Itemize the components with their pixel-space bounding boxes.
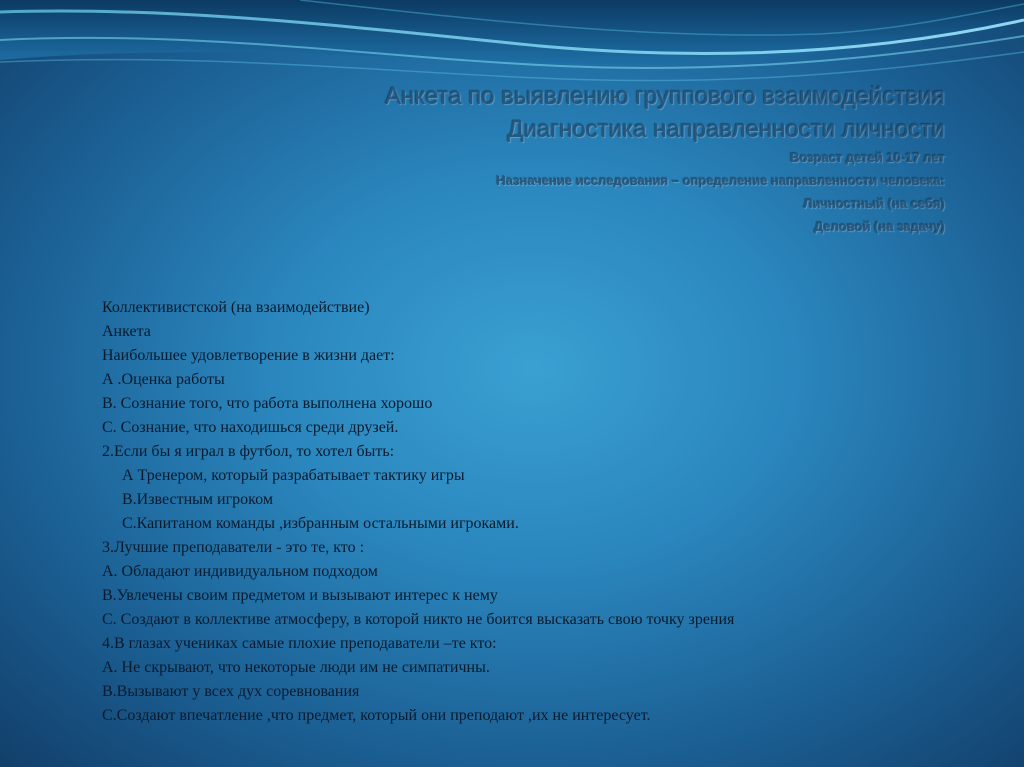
body-line: 4.В глазах учениках самые плохие преподаватели –те кто: xyxy=(102,635,497,652)
slide-title xyxy=(160,80,945,238)
title-line-5: Личностный (на себя) xyxy=(803,196,945,211)
body-line: Анкета xyxy=(102,323,151,340)
body-line: А Тренером, который разрабатывает тактику игры xyxy=(122,467,465,484)
body-line: В.Вызывают у всех дух соревнования xyxy=(102,683,360,700)
title-line-3: Возраст детей 10-17 лет xyxy=(790,150,945,165)
body-line: 2.Если бы я играл в футбол, то хотел быть: xyxy=(102,443,395,460)
body-line: С. Создают в коллективе атмосферу, в которой никто не боится высказать свою точку зрения xyxy=(102,611,735,628)
body-line: А. Не скрывают, что некоторые люди им не симпатичны. xyxy=(102,659,490,676)
body-line: Наибольшее удовлетворение в жизни дает: xyxy=(102,347,395,364)
body-line: Коллективистской (на взаимодействие) xyxy=(102,299,370,316)
title-line-1: Анкета по выявлению группового взаимодействия xyxy=(385,83,945,110)
body-line: С.Капитаном команды ,избранным остальными игроками. xyxy=(122,515,519,532)
body-line: С. Сознание, что находишься среди друзей. xyxy=(102,419,399,436)
body-line: А. Обладают индивидуальном подходом xyxy=(102,563,378,580)
title-line-2: Диагностика направленности личности xyxy=(507,116,945,143)
body-line: 3.Лучшие преподаватели - это те, кто : xyxy=(102,539,365,556)
body-line: А .Оценка работы xyxy=(102,371,225,388)
title-line-4: Назначение исследования – определение направленности человека: xyxy=(496,173,945,188)
body-line: С.Создают впечатление ,что предмет, который они преподают ,их не интересует. xyxy=(102,707,651,724)
body-line: В.Известным игроком xyxy=(122,491,273,508)
title-line-6: Деловой (на задачу) xyxy=(814,219,945,234)
slide-body xyxy=(102,296,982,728)
body-line: В.Увлечены своим предметом и вызывают интерес к нему xyxy=(102,587,498,604)
body-line: В. Сознание того, что работа выполнена хорошо xyxy=(102,395,433,412)
